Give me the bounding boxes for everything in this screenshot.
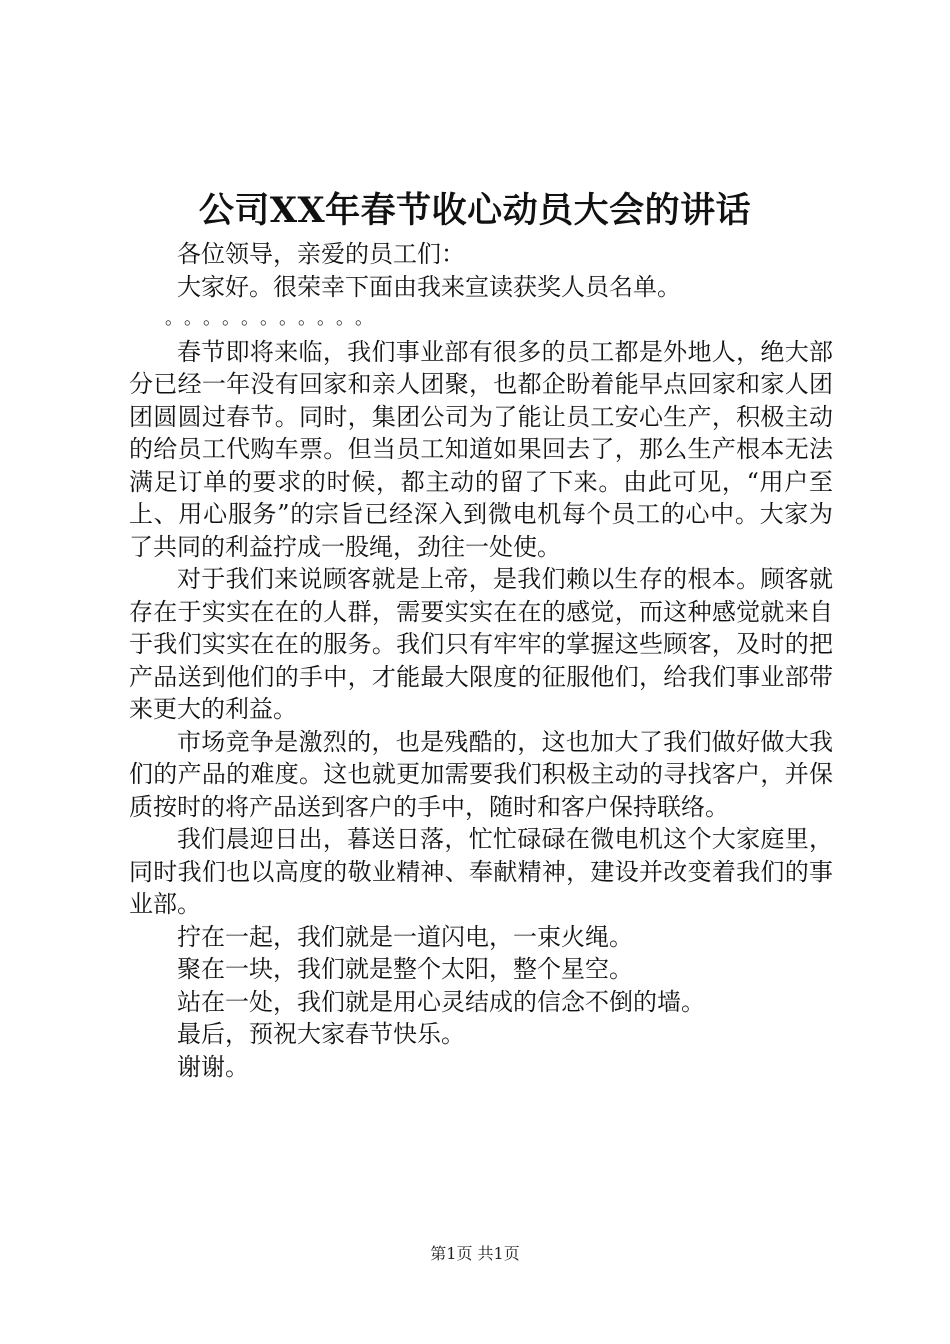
ellipsis-line: 。。。。。。。。。。。 bbox=[165, 308, 383, 329]
line-gather: 聚在一块，我们就是整个太阳，整个星空。 bbox=[177, 955, 633, 983]
line-stand: 站在一处，我们就是用心灵结成的信念不倒的墙。 bbox=[177, 987, 705, 1016]
paragraph-market: 市场竞争是激烈的，也是残酷的，这也加大了我们做好做大我们的产品的难度。这也就更加需要我们积极主动的寻找客户，并保质按时的将产品送到客户的手中，随时和客户保持联络。 bbox=[129, 727, 833, 821]
paragraph-team: 我们晨迎日出，暮送日落，忙忙碌碌在微电机这个大家庭里，同时我们也以高度的敬业精神、奉献精神，建设并改变着我们的事业部。 bbox=[129, 825, 833, 918]
paragraph-customers: 对于我们来说顾客就是上帝，是我们赖以生存的根本。顾客就存在于实实在在的人群，需要实实在在的感觉，而这种感觉就来自于我们实实在在的服务。我们只有牢牢的掌握这些顾客，及时的把产品送到他们的手中，才能最大限度的征服他们，给我们事业部带来更大的利益。 bbox=[129, 565, 833, 723]
salutation: 各位领导，亲爱的员工们： bbox=[177, 240, 465, 268]
line-together: 拧在一起，我们就是一道闪电，一束火绳。 bbox=[177, 922, 633, 951]
page-number-footer: 第1页 共1页 bbox=[430, 1244, 520, 1263]
document-title: 公司XX年春节收心动员大会的讲话 bbox=[198, 190, 752, 231]
greeting: 大家好。很荣幸下面由我来宣读获奖人员名单。 bbox=[177, 272, 681, 301]
paragraph-spring-festival: 春节即将来临，我们事业部有很多的员工都是外地人，绝大部分已经一年没有回家和亲人团聚，也都企盼着能早点回家和家人团团圆圆过春节。同时，集团公司为了能让员工安心生产，积极主动的给员工代购车票。但当员工知道如果回去了，那么生产根本无法满足订单的要求的时候，都主动的留了下来。由此可见，“用户至上、用心服务”的宗旨已经深入到微电机每个员工的心中。大家为了共同的利益拧成一股绳，劲往一处使。 bbox=[129, 337, 833, 561]
closing-wish: 最后，预祝大家春节快乐。 bbox=[177, 1020, 465, 1048]
document-body bbox=[129, 238, 833, 1083]
closing-thanks: 谢谢。 bbox=[177, 1052, 249, 1081]
